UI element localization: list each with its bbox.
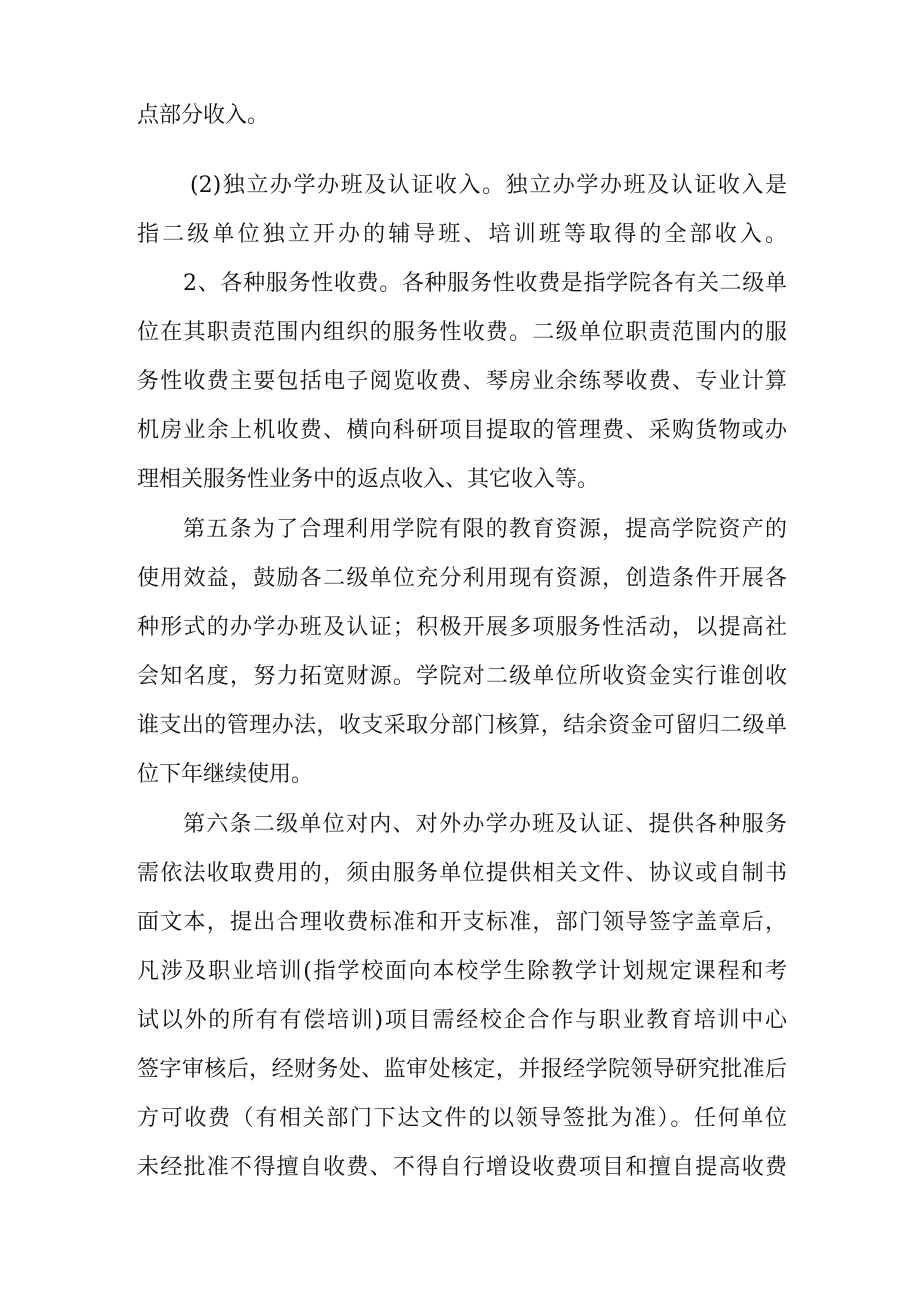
text-line-16: 需依法收取费用的，须由服务单位提供相关文件、协议或自制书: [137, 861, 787, 886]
text-line-18: 凡涉及职业培训(指学校面向本校学生除教学计划规定课程和考: [137, 959, 787, 984]
text-line-20: 签字审核后，经财务处、监审处核定，并报经学院领导研究批准后: [137, 1057, 787, 1082]
text-line-11: 种形式的办学办班及认证；积极开展多项服务性活动，以提高社: [137, 615, 787, 640]
text-line-14: 位下年继续使用。: [137, 762, 314, 787]
text-line-4: 2、各种服务性收费。各种服务性收费是指学院各有关二级单: [183, 271, 787, 296]
text-line-5: 位在其职责范围内组织的服务性收费。二级单位职责范围内的服: [137, 320, 787, 345]
text-line-6: 务性收费主要包括电子阅览收费、琴房业余练琴收费、专业计算: [137, 369, 787, 394]
text-line-3: 指二级单位独立开办的辅导班、培训班等取得的全部收入。: [137, 222, 787, 247]
text-line-12: 会知名度，努力拓宽财源。学院对二级单位所收资金实行谁创收: [137, 664, 787, 689]
text-line-7: 机房业余上机收费、横向科研项目提取的管理费、采购货物或办: [137, 418, 787, 443]
text-line-15: 第六条二级单位对内、对外办学办班及认证、提供各种服务: [183, 812, 787, 837]
text-line-1: 点部分收入。: [137, 103, 270, 128]
text-line-22: 未经批准不得擅自收费、不得自行增设收费项目和擅自提高收费: [137, 1155, 787, 1180]
text-line-8: 理相关服务性业务中的返点收入、其它收入等。: [137, 467, 600, 492]
text-line-13: 谁支出的管理办法，收支采取分部门核算，结余资金可留归二级单: [137, 713, 787, 738]
text-line-21: 方可收费（有相关部门下达文件的以领导签批为准）。任何单位: [137, 1106, 787, 1131]
text-line-2: (2)独立办学办班及认证收入。独立办学办班及认证收入是: [190, 173, 787, 198]
text-line-19: 试以外的所有有偿培训)项目需经校企合作与职业教育培训中心: [137, 1008, 787, 1033]
text-line-10: 使用效益，鼓励各二级单位充分利用现有资源，创造条件开展各: [137, 566, 787, 591]
text-line-9: 第五条为了合理利用学院有限的教育资源，提高学院资产的: [183, 517, 787, 542]
text-line-17: 面文本，提出合理收费标准和开支标准，部门领导签字盖章后，: [137, 910, 787, 935]
